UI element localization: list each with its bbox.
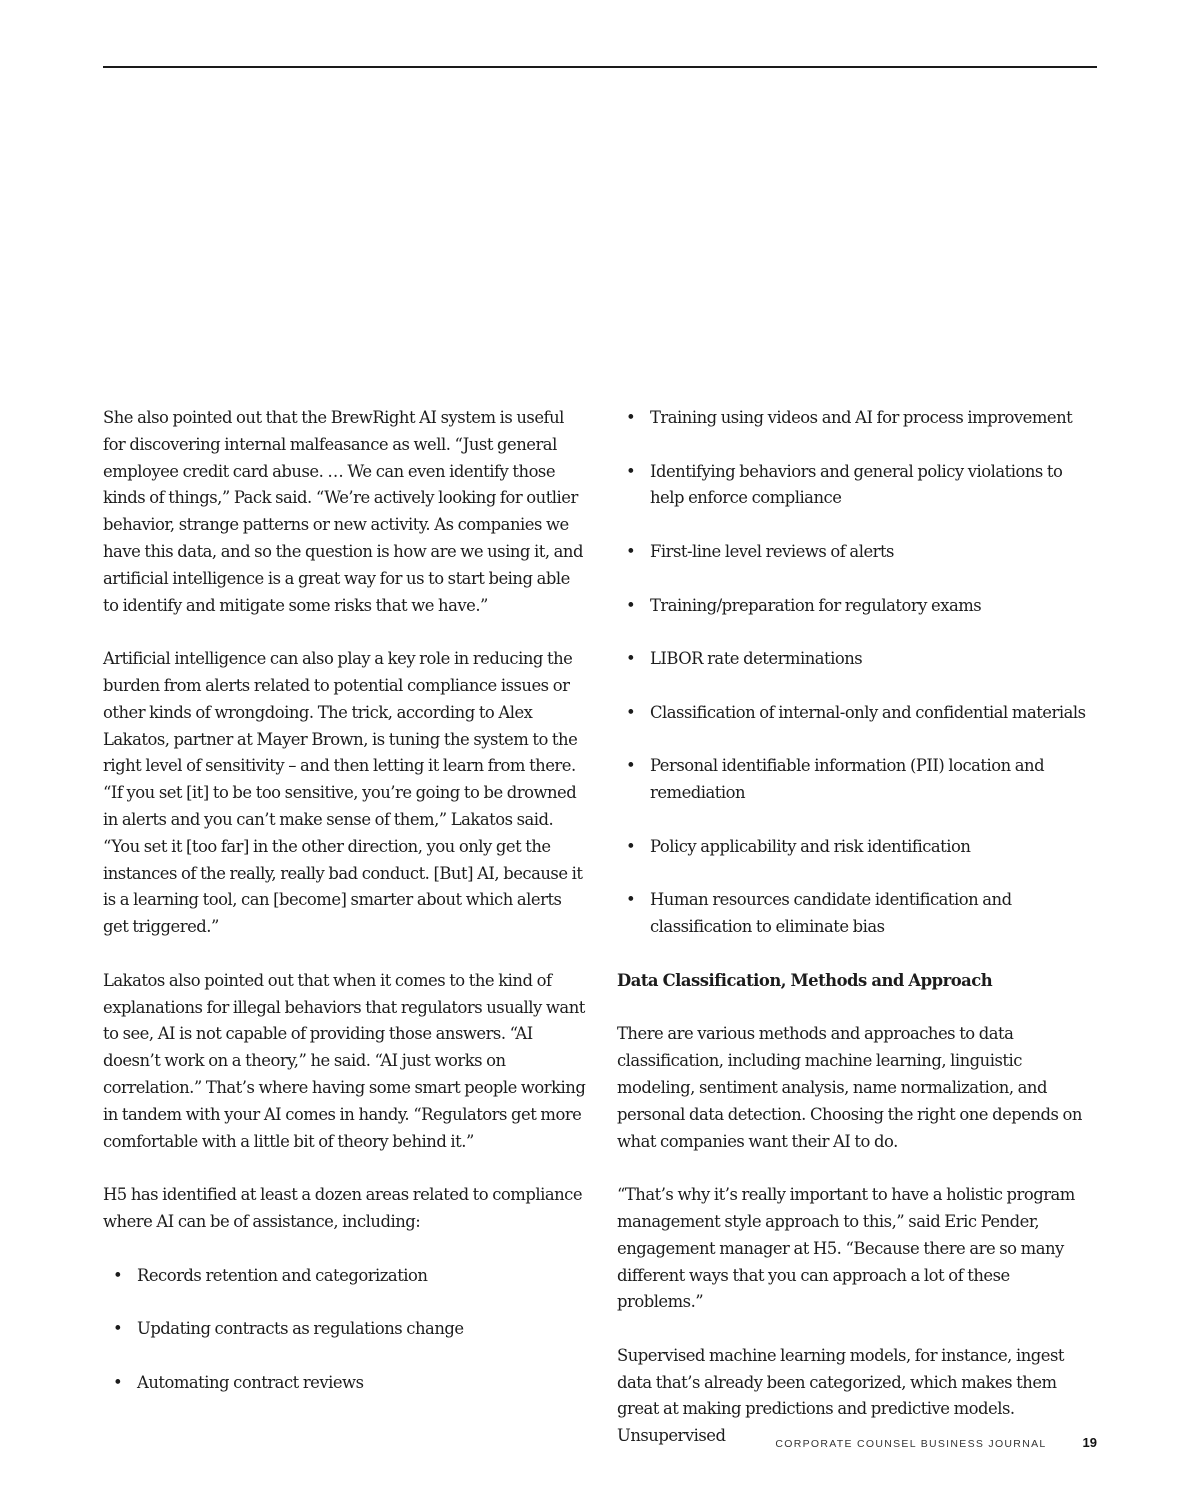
list-item-text: Automating contract reviews xyxy=(137,1372,364,1392)
bullet-icon: • xyxy=(113,1319,123,1339)
list-item-text: LIBOR rate determinations xyxy=(650,649,863,669)
list-item-text: Policy applicability and risk identification xyxy=(650,836,971,856)
bullet-icon: • xyxy=(626,541,636,561)
page-footer xyxy=(775,1435,1097,1450)
body-paragraph: Supervised machine learning models, for instance, ingest data that’s already been categorized, which makes them great at making predictions and predictive models. Unsupervised xyxy=(617,1345,1064,1446)
right-column xyxy=(617,405,1097,1477)
list-item xyxy=(617,887,1097,941)
body-paragraph: There are various methods and approaches to data classification, including machine learning, linguistic modeling, sentiment analysis, name normalization, and personal data detection. Choosing the right one depends on what companies want their AI to do. xyxy=(617,1024,1082,1151)
list-item-text: Human resources candidate identification and classification to eliminate bias xyxy=(650,890,1012,937)
list-item xyxy=(617,646,1097,673)
list-item-text: Updating contracts as regulations change xyxy=(137,1319,464,1339)
bullet-icon: • xyxy=(113,1372,123,1392)
list-item xyxy=(617,405,1097,432)
section-heading: Data Classification, Methods and Approach xyxy=(617,970,993,990)
bullet-icon: • xyxy=(626,836,636,856)
list-item-text: Records retention and categorization xyxy=(137,1265,428,1285)
bullet-icon: • xyxy=(626,461,636,481)
list-item-text: Identifying behaviors and general policy violations to help enforce compliance xyxy=(650,461,1063,508)
list-item xyxy=(617,459,1097,513)
list-item xyxy=(617,539,1097,566)
list-item xyxy=(617,834,1097,861)
list-item-text: First-line level reviews of alerts xyxy=(650,541,894,561)
bullet-icon: • xyxy=(626,408,636,427)
list-item-text: Training using videos and AI for process improvement xyxy=(650,408,1073,427)
bullet-icon: • xyxy=(626,595,636,615)
list-item xyxy=(617,593,1097,620)
compliance-areas-list xyxy=(103,1263,588,1397)
body-paragraph: Lakatos also pointed out that when it comes to the kind of explanations for illegal behaviors that regulators usually want to see, AI is not capable of providing those answers. “AI doesn’t work on a theory,” he said. “AI just works on correlation.” That’s where having some smart people working in tandem with your AI comes in handy. “Regulators get more comfortable with a little bit of theory behind it.” xyxy=(103,970,586,1151)
bullet-icon: • xyxy=(626,702,636,722)
page-number: 19 xyxy=(1082,1435,1097,1450)
journal-name: CORPORATE COUNSEL BUSINESS JOURNAL xyxy=(775,1438,1047,1450)
bullet-icon: • xyxy=(626,756,636,776)
body-paragraph: H5 has identified at least a dozen areas related to compliance where AI can be of assistance, including: xyxy=(103,1185,583,1231)
body-paragraph: Artificial intelligence can also play a key role in reducing the burden from alerts related to potential compliance issues or other kinds of wrongdoing. The trick, according to Alex Lakatos, partner at Mayer Brown, is tuning the system to the right level of sensitivity – and then letting it learn from there. “If you set [it] to be too sensitive, you’re going to be drowned in alerts and you can’t make sense of them,” Lakatos said. “You set it [too far] in the other direction, you only get the instances of the really, really bad conduct. [But] AI, because it is a learning tool, can [become] smarter about which alerts get triggered.” xyxy=(103,649,583,937)
list-item xyxy=(103,1263,588,1290)
bullet-icon: • xyxy=(113,1265,123,1285)
list-item xyxy=(617,700,1097,727)
top-rule xyxy=(103,66,1097,68)
list-item xyxy=(103,1370,588,1397)
list-item-text: Classification of internal-only and confidential materials xyxy=(650,702,1086,722)
body-paragraph: She also pointed out that the BrewRight AI system is useful for discovering internal malfeasance as well. “Just general employee credit card abuse. … We can even identify those kinds of things,” Pack said. “We’re actively looking for outlier behavior, strange patterns or new activity. As companies we have this data, and so the question is how are we using it, and artificial intelligence is a great way for us to start being able to identify and mitigate some risks that we have.” xyxy=(103,408,583,615)
list-item xyxy=(103,1316,588,1343)
bullet-icon: • xyxy=(626,649,636,669)
list-item-text: Personal identifiable information (PII) location and remediation xyxy=(650,756,1045,803)
list-item-text: Training/preparation for regulatory exams xyxy=(650,595,982,615)
left-column xyxy=(103,405,588,1423)
body-paragraph: “That’s why it’s really important to have a holistic program management style approach to this,” said Eric Pender, engagement manager at H5. “Because there are so many different ways that you can approach a lot of these problems.” xyxy=(617,1185,1075,1312)
list-item xyxy=(617,753,1097,807)
bullet-icon: • xyxy=(626,890,636,910)
compliance-areas-list-continued xyxy=(617,405,1097,941)
